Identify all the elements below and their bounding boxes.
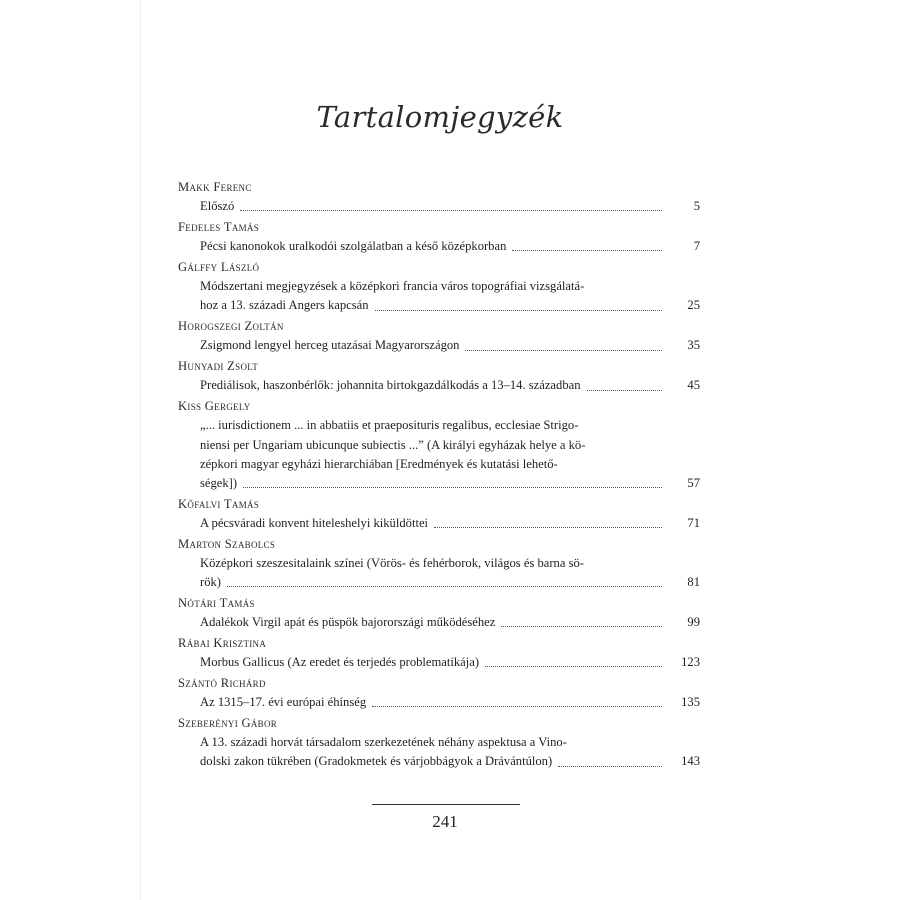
toc-entry <box>178 594 700 632</box>
toc-entry <box>178 714 700 772</box>
dot-leader <box>240 210 662 211</box>
dot-leader <box>375 310 662 311</box>
toc-entry <box>178 634 700 672</box>
toc-line <box>200 752 700 771</box>
toc-entry-body <box>178 693 700 712</box>
toc-author: Makk Ferenc <box>178 180 252 194</box>
toc-page-number: 45 <box>687 378 700 393</box>
toc-page-number: 99 <box>687 615 700 630</box>
toc-title-line: Középkori szeszesitalaink színei (Vörös- és fehérborok, világos és barna sö- <box>200 556 584 571</box>
dot-leader <box>465 350 662 351</box>
toc-author: Horogszegi Zoltán <box>178 319 284 334</box>
toc-title: Előszó <box>200 199 235 214</box>
toc-title: Adalékok Virgil apát és püspök bajorországi működéséhez <box>200 615 496 630</box>
toc-entry-body <box>178 613 700 632</box>
dot-leader <box>485 666 662 667</box>
toc-title: Zsigmond lengyel herceg utazásai Magyarországon <box>200 338 460 353</box>
toc-author: Kiss Gergely <box>178 399 251 414</box>
toc-title: Az 1315–17. évi európai éhínség <box>200 695 367 710</box>
toc-page-number: 71 <box>687 516 700 531</box>
toc-entry-body <box>178 237 700 256</box>
toc-entry <box>178 317 700 355</box>
dot-leader <box>587 390 663 391</box>
dot-leader <box>558 766 662 767</box>
toc-title-line: niensi per Ungariam ubicunque subiectis ...” (A királyi egyházak helye a kö- <box>200 437 586 452</box>
toc-page-number: 81 <box>687 575 700 590</box>
toc-page-number: 25 <box>687 298 700 313</box>
toc-author: Szeberényi Gábor <box>178 716 278 731</box>
toc-page-number: 5 <box>693 199 700 214</box>
toc-entry <box>178 178 700 216</box>
toc-title-line: „... iurisdictionem ... in abbatiis et praeposituris regalibus, ecclesiae Strigo- <box>200 418 579 433</box>
toc-line <box>200 653 700 672</box>
toc-page-number: 135 <box>681 695 700 710</box>
toc-line <box>200 613 700 632</box>
toc-entry <box>178 397 700 493</box>
toc-author: Nótári Tamás <box>178 596 255 611</box>
toc-title: Prediálisok, haszonbérlők: johannita birtokgazdálkodás a 13–14. században <box>200 378 581 393</box>
toc-title: A pécsváradi konvent hiteleshelyi kiküldöttei <box>200 516 429 531</box>
toc-page-number: 35 <box>687 338 700 353</box>
toc-line <box>200 376 700 395</box>
dot-leader <box>243 487 662 488</box>
toc-entry-body <box>178 554 700 592</box>
toc-entry <box>178 535 700 593</box>
toc-entry-body <box>178 653 700 672</box>
page-edge <box>140 0 141 900</box>
toc-title-line: A 13. századi horvát társadalom szerkezetének néhány aspektusa a Vino- <box>200 735 567 750</box>
toc-author: Marton Szabolcs <box>178 536 276 551</box>
dot-leader <box>372 706 662 707</box>
table-of-contents <box>178 178 700 773</box>
toc-entry-body <box>178 277 700 315</box>
toc-title: Pécsi kanonokok uralkodói szolgálatban a késő középkorban <box>200 239 507 254</box>
dot-leader <box>501 626 662 627</box>
toc-entry-body <box>178 336 700 355</box>
toc-entry <box>178 218 700 256</box>
toc-author: Kőfalvi Tamás <box>178 496 260 511</box>
toc-line <box>200 197 700 216</box>
toc-entry <box>178 674 700 712</box>
toc-entry-body <box>178 416 700 493</box>
toc-author: Rábai Krisztina <box>178 636 267 651</box>
toc-entry-body <box>178 733 700 771</box>
toc-title: dolski zakon tükrében (Gradokmetek és várjobbágyok a Drávántúlon) <box>200 754 553 769</box>
toc-author: Hunyadi Zsolt <box>178 359 259 374</box>
toc-line <box>200 573 700 592</box>
toc-line <box>200 336 700 355</box>
toc-line <box>200 296 700 315</box>
toc-title: Morbus Gallicus (Az eredet és terjedés problematikája) <box>200 655 480 670</box>
toc-page-number: 7 <box>693 239 700 254</box>
toc-title: ségek]) <box>200 476 238 491</box>
toc-page-number: 57 <box>687 476 700 491</box>
toc-page-number: 143 <box>681 754 700 769</box>
toc-page-number: 123 <box>681 655 700 670</box>
toc-author: Fedeles Tamás <box>178 220 260 234</box>
toc-entry <box>178 357 700 395</box>
toc-entry <box>178 495 700 533</box>
toc-entry <box>178 258 700 316</box>
toc-title-line: Módszertani megjegyzések a középkori francia város topográfiai vizsgálatá- <box>200 279 585 294</box>
toc-author: Gálffy László <box>178 260 260 274</box>
toc-line <box>200 237 700 256</box>
toc-line <box>200 514 700 533</box>
toc-title: hoz a 13. századi Angers kapcsán <box>200 298 369 313</box>
page-title: Tartalomjegyzék <box>316 100 564 134</box>
toc-title-line: zépkori magyar egyházi hierarchiában [Eredmények és kutatási lehető- <box>200 456 558 471</box>
dot-leader <box>512 250 662 251</box>
toc-author: Szántó Richárd <box>178 676 266 691</box>
toc-line <box>200 693 700 712</box>
footer-rule <box>372 804 520 805</box>
toc-title: rök) <box>200 575 221 590</box>
toc-entry-body <box>178 197 700 216</box>
dot-leader <box>434 527 662 528</box>
toc-entry-body <box>178 376 700 395</box>
dot-leader <box>227 586 662 587</box>
toc-entry-body <box>178 514 700 533</box>
toc-line <box>200 474 700 493</box>
page-number: 241 <box>432 812 458 831</box>
